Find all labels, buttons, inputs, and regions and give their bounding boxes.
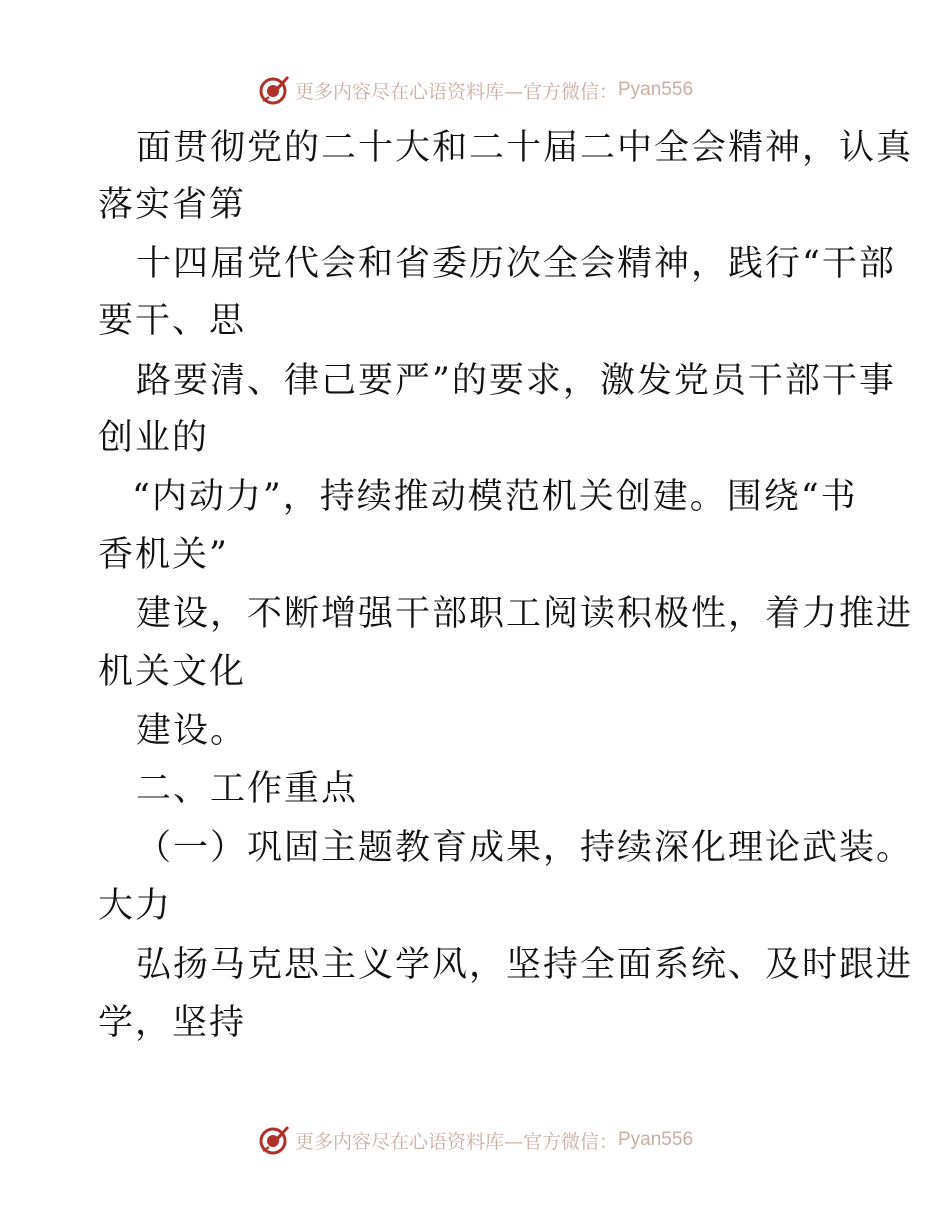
watermark-handle: Pyan556 [618, 1129, 694, 1150]
text-line: 弘扬马克思主义学风，坚持全面系统、及时跟进 [136, 945, 914, 985]
header-watermark [0, 70, 950, 110]
text-line: 香机关” [98, 535, 229, 575]
subsection-heading: （一）巩固主题教育成果，持续深化理论武装。 [136, 828, 914, 868]
text-line: 建设。 [136, 711, 248, 751]
text-line: 路要清、律己要严”的要求，激发党员干部干事 [136, 361, 896, 401]
text-line: 要干、思 [98, 301, 247, 341]
text-line: “内动力”，持续推动模范机关创建。围绕“书 [132, 477, 858, 517]
quill-seal-icon [257, 73, 291, 107]
section-heading: 二、工作重点 [136, 769, 359, 809]
text-line: 创业的 [98, 418, 210, 458]
text-line: 落实省第 [98, 185, 247, 225]
text-line: 机关文化 [98, 652, 247, 692]
quill-seal-icon [257, 1123, 291, 1157]
watermark-handle: Pyan556 [618, 79, 694, 100]
watermark-text: 更多内容尽在心语资料库—官方微信： [294, 1130, 618, 1153]
footer-watermark [0, 1120, 950, 1160]
text-line: 面贯彻党的二十大和二十届二中全会精神，认真 [136, 128, 914, 168]
text-line: 大力 [98, 886, 173, 926]
text-line: 学，坚持 [98, 1003, 247, 1043]
text-line: 建设，不断增强干部职工阅读积极性，着力推进 [136, 594, 914, 634]
text-line: 十四届党代会和省委历次全会精神，践行“干部 [136, 244, 896, 284]
watermark-text: 更多内容尽在心语资料库—官方微信： [294, 80, 618, 103]
